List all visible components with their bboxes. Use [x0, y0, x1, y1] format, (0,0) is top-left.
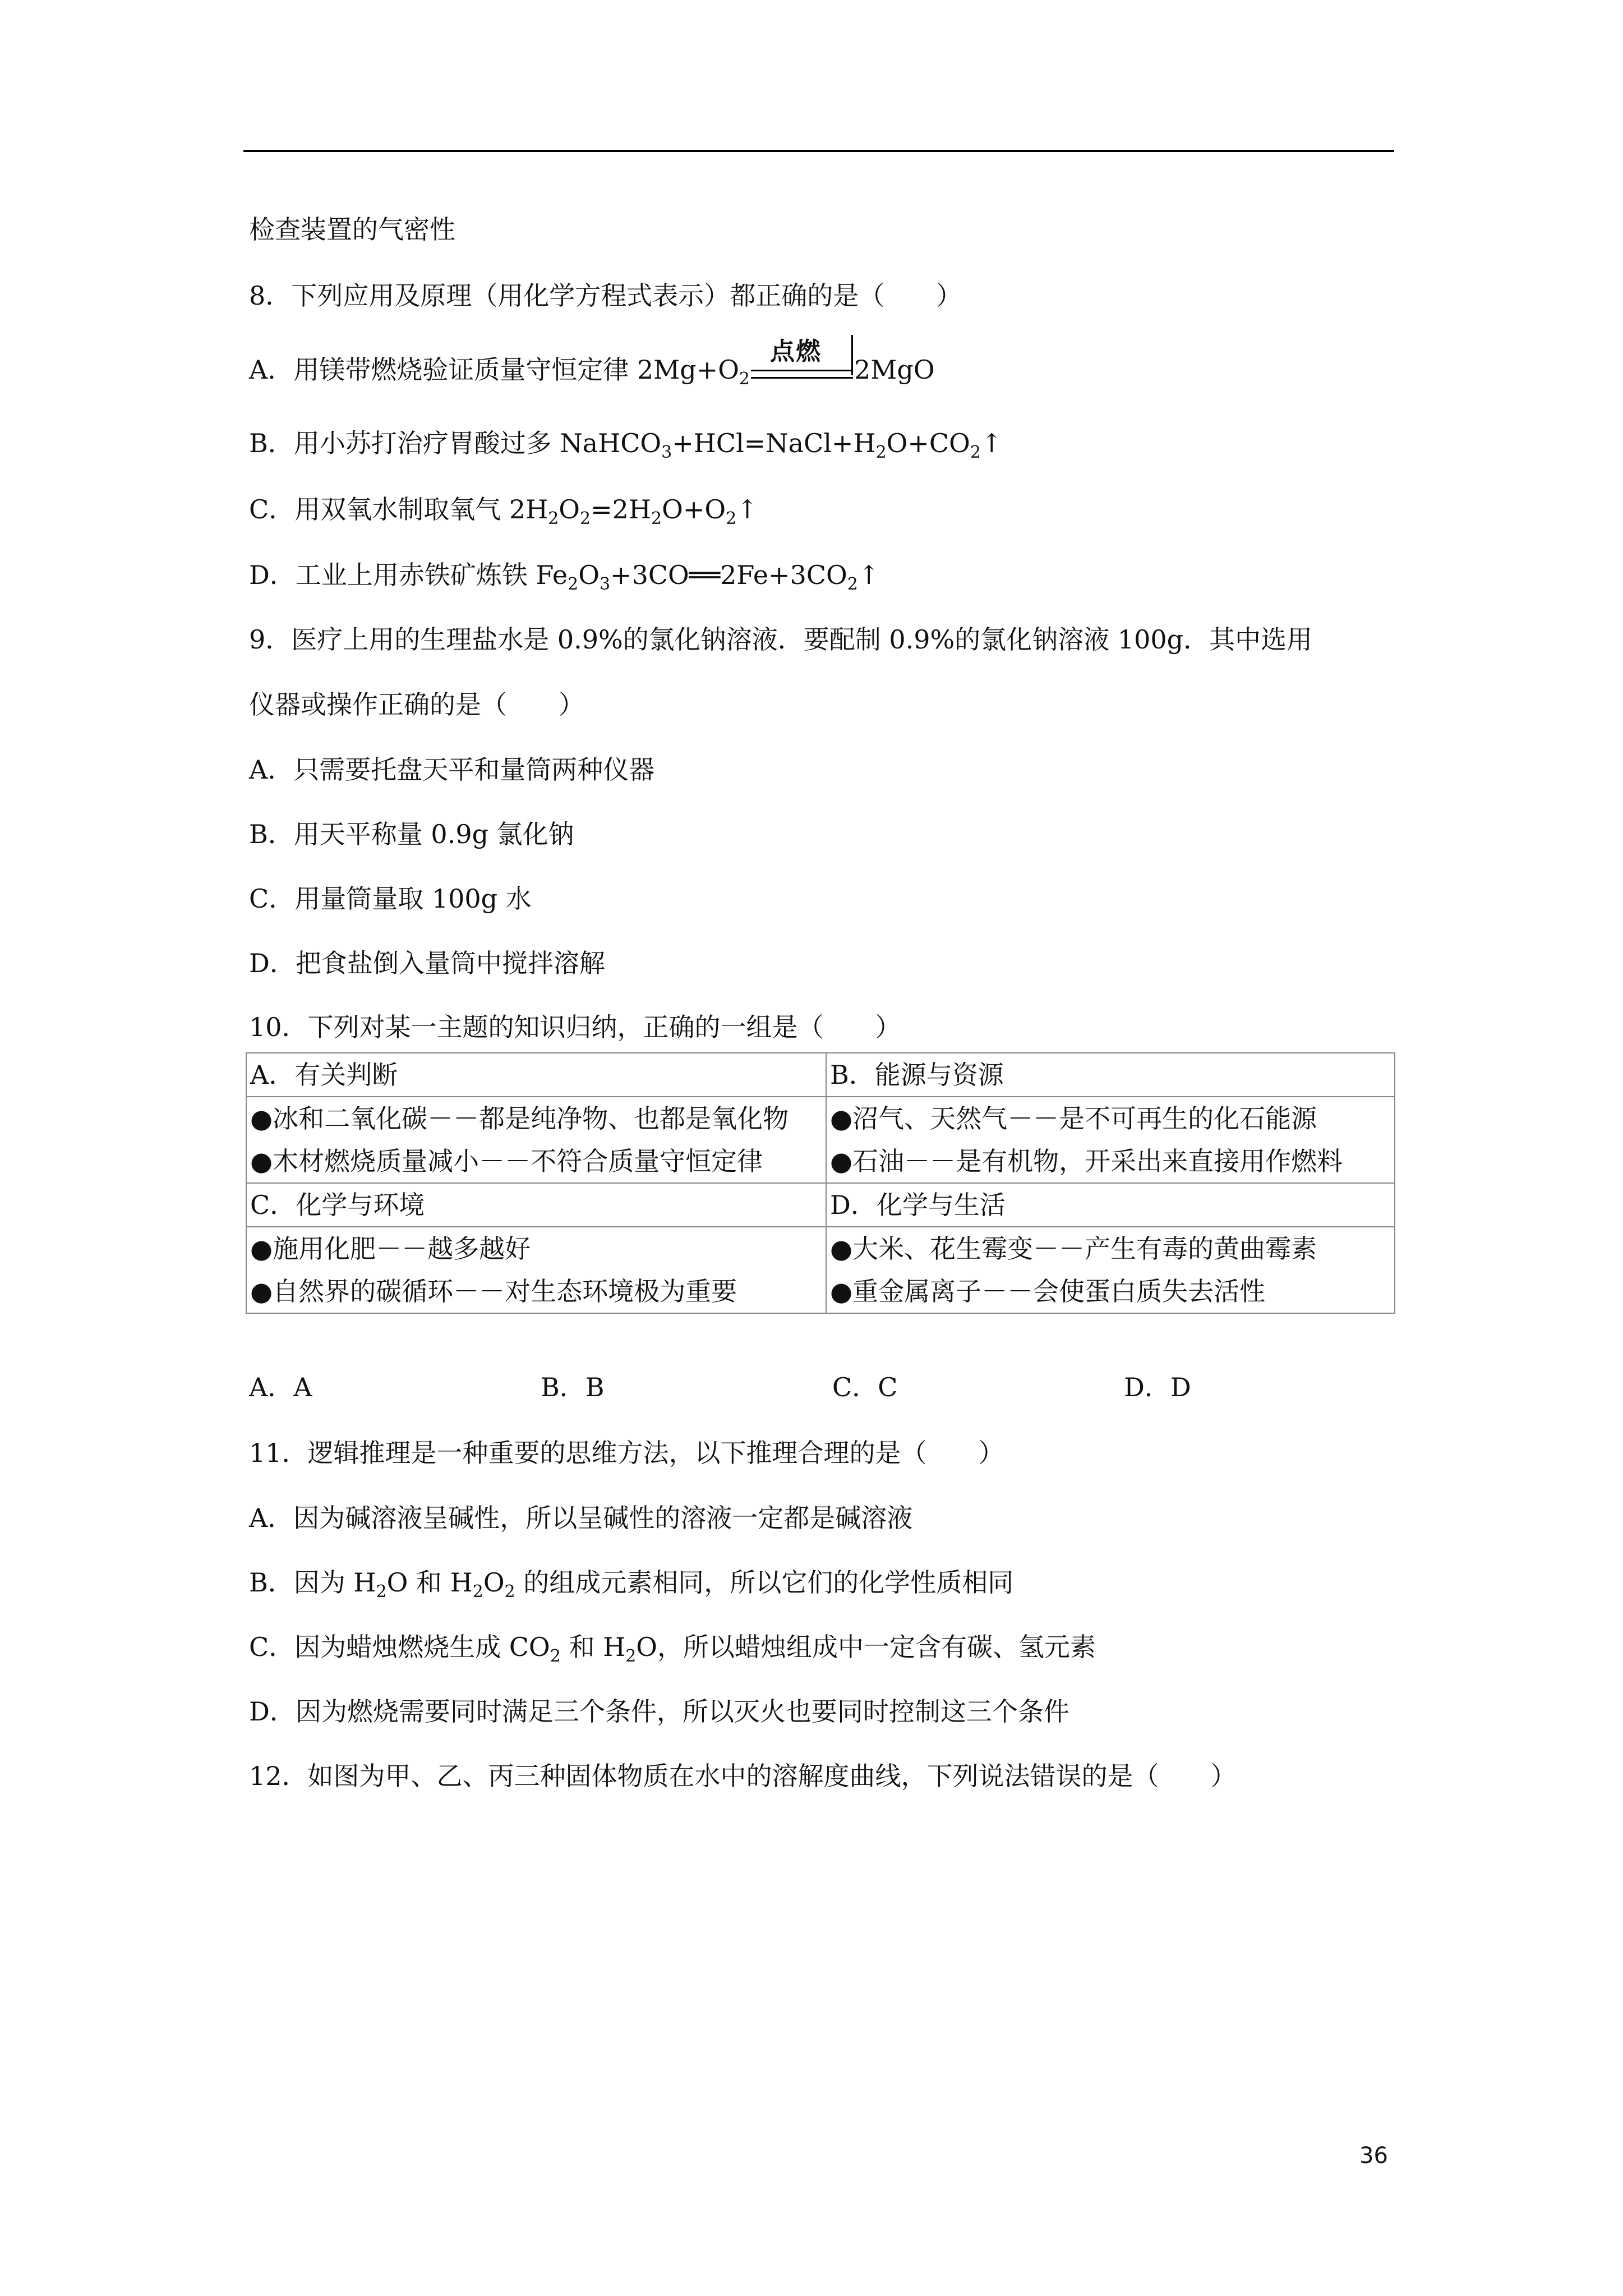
table-cell-c-items	[246, 1227, 826, 1313]
table-cell-d-title: D．化学与生活	[826, 1183, 1395, 1227]
reaction-condition-symbol	[751, 337, 853, 389]
table-cell-b-items	[826, 1097, 1395, 1183]
q12-stem: 12．如图为甲、乙、丙三种固体物质在水中的溶解度曲线，下列说法错误的是（ ）	[249, 1761, 1237, 1791]
table-row	[246, 1097, 1395, 1183]
q10-option-a: A．A	[249, 1372, 312, 1402]
q8-option-d: D．工业上用赤铁矿炼铁 $Fe_2O_3+3CO══2Fe+3CO_2↑$	[249, 560, 880, 594]
q9-option-d: D．把食盐倒入量筒中搅拌溶解	[249, 948, 605, 978]
table-item: ●自然界的碳循环－－对生态环境极为重要	[250, 1276, 737, 1306]
q11-option-a: A．因为碱溶液呈碱性，所以呈碱性的溶液一定都是碱溶液	[249, 1503, 913, 1533]
q11-option-c: C．因为蜡烛燃烧生成 $CO_2$ 和 $H_2O$，所以蜡烛组成中一定含有碳、氢元素	[249, 1632, 1096, 1666]
q11-option-b: B．因为 $H_2O$ 和 $H_2O_2$ 的组成元素相同，所以它们的化学性质相同	[249, 1567, 1014, 1602]
q8-option-b: B．用小苏打治疗胃酸过多 $NaHCO_3+HCl=NaCl+H_2O+CO_2↑$	[249, 428, 1003, 462]
q9-option-c: C．用量筒量取 100g 水	[249, 884, 532, 914]
q8-stem: 8．下列应用及原理（用化学方程式表示）都正确的是（ ）	[249, 280, 962, 311]
table-item: ●施用化肥－－越多越好	[250, 1234, 531, 1264]
q9-option-a: A．只需要托盘天平和量筒两种仪器	[249, 754, 655, 785]
table-row	[246, 1183, 1395, 1227]
table-cell-d-items	[826, 1227, 1395, 1313]
q11-option-d: D．因为燃烧需要同时满足三个条件，所以灭火也要同时控制这三个条件	[249, 1696, 1069, 1727]
table-item: ●木材燃烧质量减小－－不符合质量守恒定律	[250, 1146, 763, 1176]
table-cell-a-items	[246, 1097, 826, 1183]
q9-stem-line2: 仪器或操作正确的是（ ）	[249, 689, 584, 720]
table-item: ●重金属离子－－会使蛋白质失去活性	[830, 1276, 1266, 1306]
table-row	[246, 1053, 1395, 1097]
q9-option-b: B．用天平称量 0.9g 氯化钠	[249, 819, 574, 849]
reaction-condition: 点燃	[770, 337, 822, 366]
table-item: ●大米、花生霉变－－产生有毒的黄曲霉素	[830, 1234, 1317, 1264]
q8-option-c: C．用双氧水制取氧气 $2H_2O_2=2H_2O+O_2↑$	[249, 494, 758, 528]
knowledge-table	[246, 1052, 1395, 1314]
table-cell-b-title: B．能源与资源	[826, 1053, 1395, 1097]
table-item: ●冰和二氧化碳－－都是纯净物、也都是氧化物	[250, 1103, 789, 1134]
q9-stem-line1: 9．医疗上用的生理盐水是 0.9%的氯化钠溶液．要配制 0.9%的氯化钠溶液 100g．其中选用	[249, 624, 1313, 655]
q11-stem: 11．逻辑推理是一种重要的思维方法，以下推理合理的是（ ）	[249, 1438, 1004, 1468]
q10-option-c: C．C	[832, 1372, 898, 1402]
q10-option-d: D．D	[1124, 1372, 1191, 1402]
q10-options	[249, 1370, 1415, 1404]
q10-stem: 10．下列对某一主题的知识归纳，正确的一组是（ ）	[249, 1012, 901, 1042]
table-item: ●沼气、天然气－－是不可再生的化石能源	[830, 1103, 1317, 1134]
table-row	[246, 1227, 1395, 1313]
table-item: ●石油－－是有机物，开采出来直接用作燃料	[830, 1146, 1343, 1176]
table-cell-a-title: A．有关判断	[246, 1053, 826, 1097]
page-number: 36	[1359, 2143, 1388, 2169]
table-cell-c-title: C．化学与环境	[246, 1183, 826, 1227]
q8-option-a: A．用镁带燃烧验证质量守恒定律 $2Mg+O_2$ 点燃 2MgO	[249, 353, 935, 389]
header-rule	[243, 150, 1394, 152]
q10-option-b: B．B	[541, 1372, 605, 1402]
header-text: 检查装置的气密性	[249, 214, 455, 245]
